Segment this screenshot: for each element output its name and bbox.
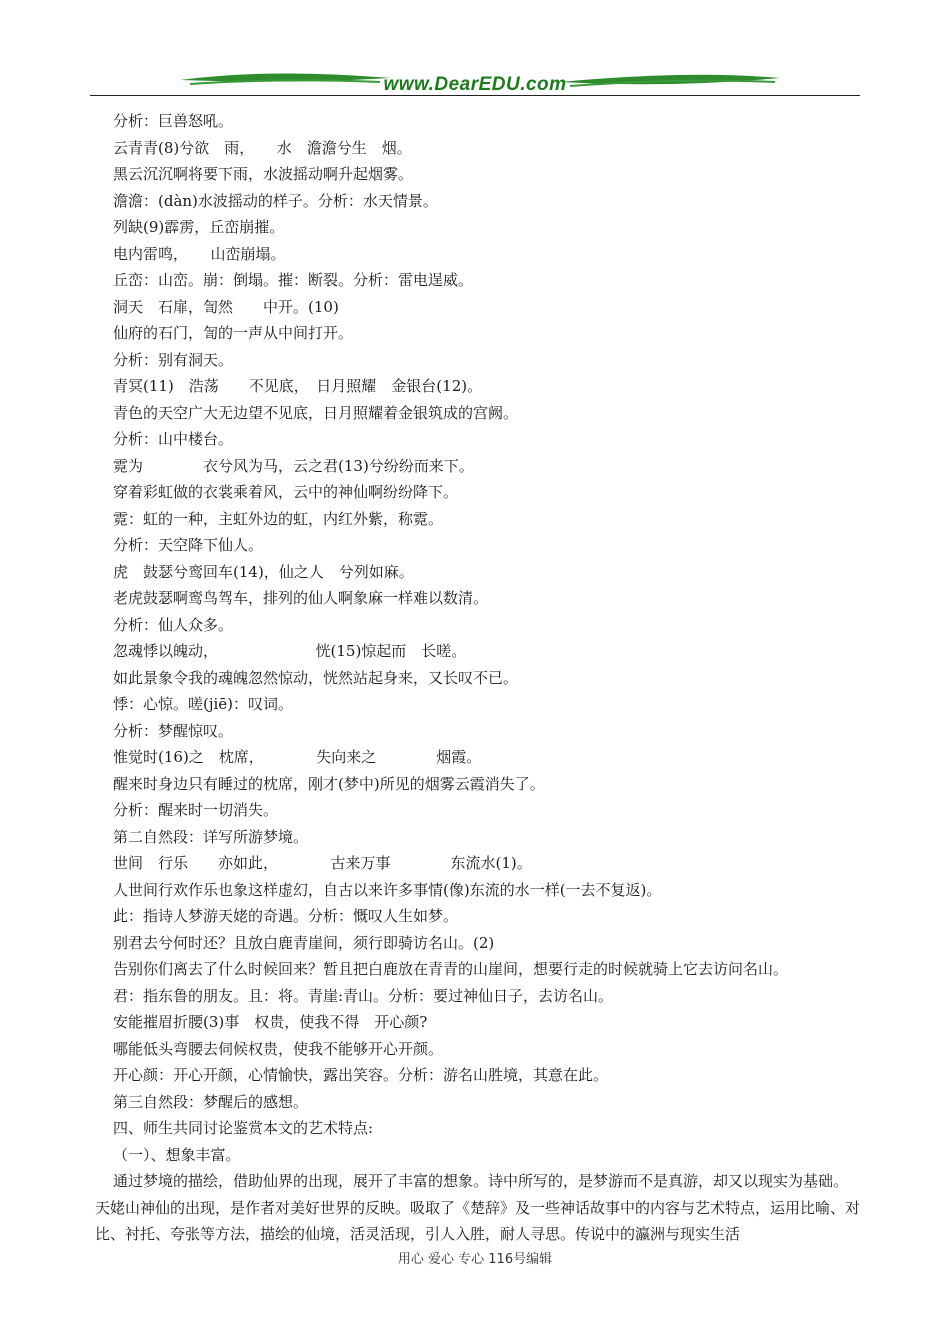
text-line: 君：指东鲁的朋友。且：将。青崖:青山。分析：要过神仙日子，去访名山。 bbox=[113, 986, 614, 1005]
text-line: 分析：山中楼台。 bbox=[113, 430, 234, 448]
page-footer: 用心 爱心 专心 116号编辑 bbox=[397, 1252, 553, 1267]
text-line: 忽魂悸以魄动， 恍(15)惊起而 长嗟。 bbox=[113, 642, 467, 660]
text-line: 电内雷鸣， 山峦崩塌。 bbox=[113, 244, 286, 263]
text-line: 丘峦：山峦。崩：倒塌。摧：断裂。分析：雷电逞威。 bbox=[113, 271, 474, 289]
text-line: 第二自然段：详写所游梦境。 bbox=[113, 827, 309, 846]
text-line: 澹澹：(dàn)水波摇动的样子。分析：水天情景。 bbox=[113, 191, 438, 210]
text-line: 霓：虹的一种，主虹外边的虹，内红外紫，称霓。 bbox=[113, 509, 444, 528]
text-line: 分析：巨兽怒吼。 bbox=[113, 112, 234, 130]
text-line: 分析：梦醒惊叹。 bbox=[113, 721, 234, 740]
text-line: 云青青(8)兮欲 雨， 水 澹澹兮生 烟。 bbox=[113, 138, 412, 157]
text-line: 悸：心惊。嗟(jiē)：叹词。 bbox=[113, 695, 294, 713]
text-line: 仙府的石门，訇的一声从中间打开。 bbox=[113, 324, 354, 342]
body-paragraph: 通过梦境的描绘，借助仙界的出现，展开了丰富的想象。诗中所写的，是梦游而不是真游，却又以现实为基础。天姥山神仙的出现，是作者对美好世界的反映。吸取了《楚辞》及一些神话故事中的内容与艺术特点，运用比喻、对比、衬托、夸张等方法，描绘的仙境，活灵活现，引人入胜，耐人寻思。传说中的瀛洲与现实生活 bbox=[95, 1172, 861, 1243]
text-line: 老虎鼓瑟啊鸾鸟驾车，排列的仙人啊象麻一样难以数清。 bbox=[113, 589, 489, 607]
text-line: 虎 鼓瑟兮鸾回车(14)，仙之人 兮列如麻。 bbox=[113, 562, 414, 581]
text-line: 世间 行乐 亦如此， 古来万事 东流水(1)。 bbox=[113, 854, 532, 872]
site-logo-text: www.DearEDU.com bbox=[383, 74, 567, 95]
text-line: 安能摧眉折腰(3)事 权贵，使我不得 开心颜? bbox=[113, 1013, 428, 1031]
text-line: 青色的天空广大无边望不见底，日月照耀着金银筑成的宫阙。 bbox=[113, 403, 519, 422]
text-line: 惟觉时(16)之 枕席， 失向来之 烟霞。 bbox=[113, 748, 482, 766]
text-line: 穿着彩虹做的衣裳乘着风，云中的神仙啊纷纷降下。 bbox=[113, 483, 459, 501]
text-line: 霓为 衣兮风为马，云之君(13)兮纷纷而来下。 bbox=[113, 456, 474, 475]
text-line: 分析：别有洞天。 bbox=[113, 350, 234, 369]
text-line: 哪能低头弯腰去伺候权贵，使我不能够开心开颜。 bbox=[113, 1039, 444, 1058]
text-line: 分析：醒来时一切消失。 bbox=[113, 801, 279, 819]
text-line: 告别你们离去了什么时候回来？暂且把白鹿放在青青的山崖间，想要行走的时候就骑上它去访问名山。 bbox=[113, 960, 789, 978]
text-line: 四、师生共同讨论鉴赏本文的艺术特点: bbox=[113, 1119, 374, 1137]
text-line: 人世间行欢作乐也象这样虚幻，自古以来许多事情(像)东流的水一样(一去不复返)。 bbox=[113, 880, 662, 899]
text-line: 开心颜：开心开颜，心情愉快，露出笑容。分析：游名山胜境，其意在此。 bbox=[113, 1066, 609, 1084]
text-lines bbox=[95, 108, 865, 1168]
text-line: 此：指诗人梦游天姥的奇遇。分析：慨叹人生如梦。 bbox=[113, 907, 459, 925]
text-line: 分析：仙人众多。 bbox=[113, 615, 234, 634]
text-line: 青冥(11) 浩荡 不见底， 日月照耀 金银台(12)。 bbox=[113, 377, 483, 395]
text-line: 别君去兮何时还？且放白鹿青崖间，须行即骑访名山。(2) bbox=[113, 933, 495, 952]
text-line: 醒来时身边只有睡过的枕席，刚才(梦中)所见的烟雾云霞消失了。 bbox=[113, 774, 545, 793]
header-rule bbox=[90, 95, 860, 96]
site-header bbox=[90, 60, 860, 100]
text-line: 分析：天空降下仙人。 bbox=[113, 536, 264, 554]
text-line: 第三自然段：梦醒后的感想。 bbox=[113, 1092, 309, 1111]
text-line: 如此景象令我的魂魄忽然惊动，恍然站起身来，又长叹不已。 bbox=[113, 668, 519, 687]
text-line: 列缺(9)霹雳，丘峦崩摧。 bbox=[113, 218, 285, 236]
text-line: （一）、想象丰富。 bbox=[113, 1145, 241, 1164]
text-line: 洞天 石扉，訇然 中开。(10) bbox=[113, 297, 339, 316]
document-body bbox=[95, 108, 865, 1248]
text-line: 黑云沉沉啊将要下雨，水波摇动啊升起烟雾。 bbox=[113, 165, 414, 183]
